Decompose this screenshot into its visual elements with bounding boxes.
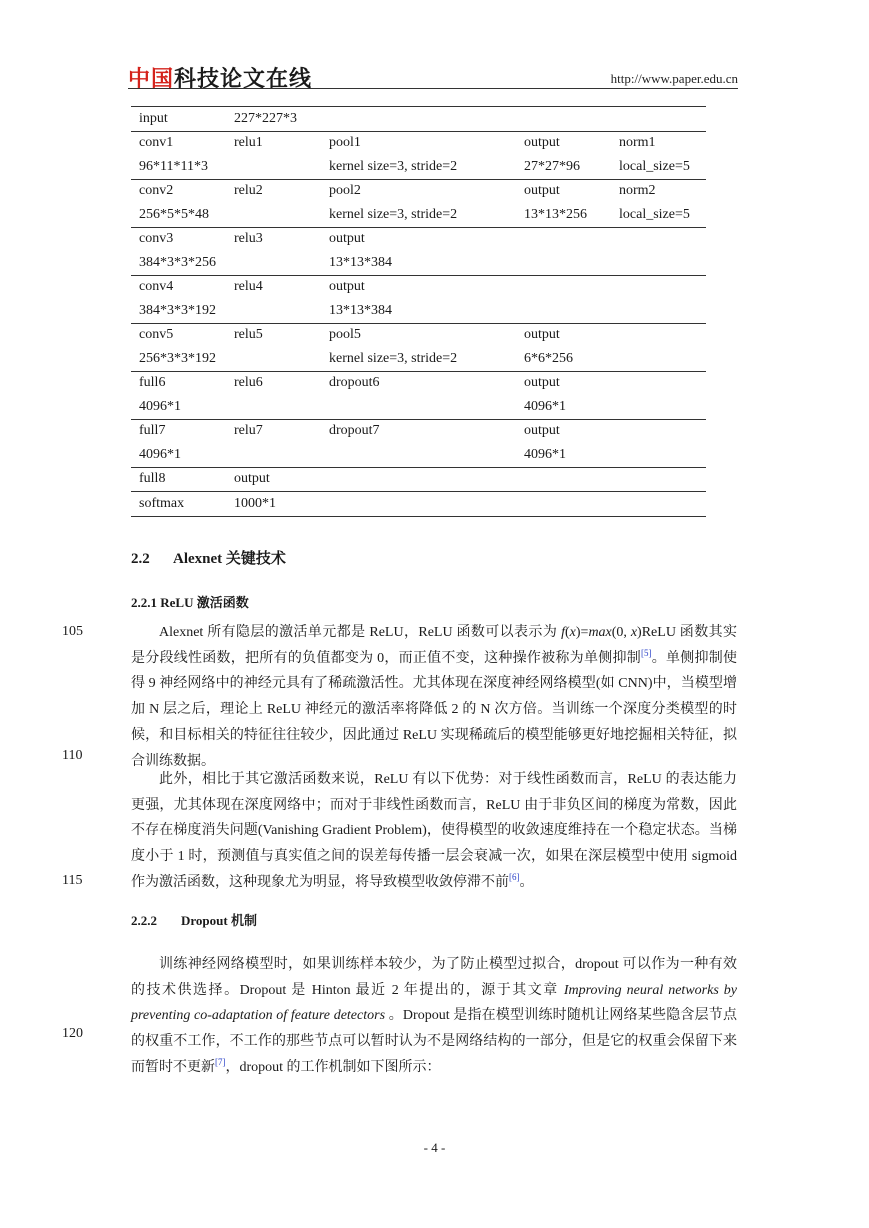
table-cell: norm2: [619, 183, 656, 199]
table-cell: conv1: [139, 135, 174, 151]
table-row: [131, 395, 706, 419]
table-row: [131, 371, 706, 395]
text-run: Alexnet 所有隐层的激活单元都是 ReLU，ReLU 函数可以表示为: [159, 625, 562, 640]
table-cell: output: [329, 279, 365, 295]
table-cell: 6*6*256: [524, 350, 573, 366]
table-cell: softmax: [139, 495, 185, 511]
table-cell: [611, 299, 706, 323]
math-x: x: [569, 625, 576, 640]
table-cell: full6: [139, 375, 166, 391]
table-cell: relu1: [234, 135, 263, 151]
citation-link[interactable]: [5]: [640, 647, 652, 658]
table-cell: 27*27*96: [524, 158, 580, 174]
paragraph-dropout: [131, 952, 737, 1081]
table-cell: output: [524, 423, 560, 439]
table-cell: 13*13*256: [524, 206, 587, 222]
table-cell: [611, 323, 706, 347]
table-cell: relu5: [234, 327, 263, 343]
text-run: )ReLU 函数其实是分段线性函数，把所有的负值都变为 0，而正值不变，这种操作被称为单侧抑制: [131, 625, 737, 666]
table-cell: 4096*1: [524, 398, 566, 414]
line-number: 105: [62, 624, 83, 639]
table-row: [131, 347, 706, 371]
table-cell: dropout7: [329, 423, 380, 439]
table-cell: [321, 467, 516, 492]
table-cell: norm1: [619, 135, 656, 151]
line-number: 120: [62, 1026, 83, 1041]
table-cell: output: [524, 327, 560, 343]
section-title: Alexnet 关键技术: [173, 551, 286, 567]
page-number: - 4 -: [423, 1140, 446, 1155]
text-run: ，dropout 的工作机制如下图所示：: [225, 1059, 441, 1075]
math-f: f: [561, 625, 565, 640]
table-cell: [516, 299, 611, 323]
table-cell: [226, 395, 321, 419]
table-cell: [611, 275, 706, 299]
table-cell: 96*11*11*3: [139, 158, 208, 174]
line-number: 115: [62, 873, 83, 888]
text-run: 。: [519, 874, 534, 890]
table-row: [131, 203, 706, 227]
text-run: 此外，相比于其它激活函数来说，ReLU 有以下优势：对于线性函数而言，ReLU 的表达能力更强，尤其体现在深度网络中；而对于非线性函数而言，ReLU 由于非负区间的梯度为常数，因此不存在梯度消失问题(Vanishing Gradient Problem)，使得模型的收敛速度维持在一个稳定状态。当梯度小于 1 时，预测值与真实值之间的误差每传播一层会衰减一次，如果在深层模型中使用 sigmoid 作为激活函数，这种现象尤为明显，将导致模型收敛停滞不前: [131, 772, 737, 890]
table-cell: 227*227*3: [234, 110, 297, 126]
table-cell: [611, 419, 706, 443]
table-cell: [611, 107, 706, 132]
table-cell: [516, 492, 611, 517]
table-cell: [226, 203, 321, 227]
table-cell: [321, 492, 516, 517]
text-run: 。单侧抑制使得 9 神经网络中的神经元具有了稀疏激活性。尤其体现在深度神经网络模型(如 CNN)中，当模型增加 N 层之后，理论上 ReLU 神经元的激活率将降低 2 的 N 次方倍。当训练一个深度分类模型的时候，和目标相关的特征往往较少，因此通过 ReLU 实现稀疏后的模型能够更好地挖掘相关特征，拟合训练数据。: [131, 650, 738, 769]
table-cell: 4096*1: [139, 446, 181, 462]
table-cell: output: [524, 183, 560, 199]
text-run: (0,: [611, 625, 631, 640]
section-number: 2.2: [131, 551, 150, 567]
table-cell: [516, 467, 611, 492]
table-cell: 384*3*3*256: [139, 254, 216, 270]
citation-link[interactable]: [6]: [509, 871, 520, 882]
section-2-2-2-heading: [131, 910, 257, 929]
section-2-2-heading: [131, 547, 286, 568]
paragraph-relu-advantages: [131, 767, 737, 896]
table-row: [131, 155, 706, 179]
text-run: (: [564, 625, 570, 640]
table-cell: output: [329, 231, 365, 247]
table-cell: conv4: [139, 279, 174, 295]
table-cell: relu2: [234, 183, 263, 199]
table-row: [131, 443, 706, 467]
table-cell: [611, 443, 706, 467]
table-cell: output: [234, 471, 270, 487]
table-cell: pool5: [329, 327, 361, 343]
table-cell: [321, 443, 516, 467]
table-cell: output: [524, 135, 560, 151]
table-row: [131, 107, 706, 132]
table-cell: kernel size=3, stride=2: [329, 206, 458, 222]
table-row: [131, 275, 706, 299]
table-cell: [321, 395, 516, 419]
table-row: [131, 227, 706, 251]
table-row: [131, 419, 706, 443]
table-row: [131, 492, 706, 517]
table-cell: local_size=5: [619, 206, 690, 222]
header-url[interactable]: http://www.paper.edu.cn: [610, 71, 738, 86]
table-cell: 256*3*3*192: [139, 350, 216, 366]
logo-part-2: 科技论文在线: [174, 67, 313, 92]
table-cell: input: [139, 110, 168, 126]
table-cell: [611, 347, 706, 371]
table-cell: full7: [139, 423, 166, 439]
table-cell: conv5: [139, 327, 174, 343]
table-cell: [611, 251, 706, 275]
table-cell: [226, 347, 321, 371]
paper-title-italic: Improving neural networks by preventing co-adaptation of feature detectors: [131, 982, 737, 1024]
table-cell: [226, 155, 321, 179]
table-cell: 256*5*5*48: [139, 206, 209, 222]
table-row: [131, 323, 706, 347]
logo-part-1: 中国: [128, 67, 175, 92]
text-run: 。Dropout 是指在模型训练时随机让网络某些隐含层节点的权重不工作，不工作的那些节点可以暂时认为不是网络结构的一部分，但是它的权重会保留下来而暂时不更新: [131, 1008, 737, 1075]
table-cell: [611, 371, 706, 395]
table-cell: relu3: [234, 231, 263, 247]
section-number: 2.2.2: [131, 913, 157, 928]
paragraph-relu-intro: [131, 620, 737, 774]
table-cell: [516, 227, 611, 251]
table-cell: [516, 251, 611, 275]
table-cell: conv2: [139, 183, 174, 199]
table-cell: [516, 275, 611, 299]
table-cell: [611, 227, 706, 251]
line-number: 110: [62, 748, 83, 763]
table-cell: relu6: [234, 375, 263, 391]
table-cell: kernel size=3, stride=2: [329, 158, 458, 174]
table-row: [131, 131, 706, 155]
header-rule: [128, 88, 738, 89]
text-run: )=: [575, 625, 589, 640]
table-row: [131, 251, 706, 275]
table-cell: pool1: [329, 135, 361, 151]
table-cell: kernel size=3, stride=2: [329, 350, 458, 366]
table-cell: relu4: [234, 279, 263, 295]
table-row: [131, 299, 706, 323]
table-cell: [226, 251, 321, 275]
table-cell: local_size=5: [619, 158, 690, 174]
math-max: max: [588, 625, 612, 640]
alexnet-architecture-table: [131, 106, 706, 517]
table-cell: dropout6: [329, 375, 380, 391]
section-title: Dropout 机制: [181, 913, 257, 928]
math-x: x: [630, 625, 638, 640]
table-cell: 4096*1: [139, 398, 181, 414]
table-cell: 1000*1: [234, 495, 276, 511]
table-cell: output: [524, 375, 560, 391]
table-cell: full8: [139, 471, 166, 487]
table-cell: [611, 395, 706, 419]
table-row: [131, 467, 706, 492]
table-cell: relu7: [234, 423, 263, 439]
citation-link[interactable]: [7]: [215, 1056, 226, 1067]
table-cell: [226, 443, 321, 467]
table-cell: 384*3*3*192: [139, 302, 216, 318]
section-2-2-1-heading: 2.2.1 ReLU 激活函数: [131, 595, 249, 610]
table-cell: [226, 299, 321, 323]
table-cell: 4096*1: [524, 446, 566, 462]
table-cell: pool2: [329, 183, 361, 199]
table-cell: [516, 107, 611, 132]
table-cell: conv3: [139, 231, 174, 247]
text-run: 训练神经网络模型时，如果训练样本较少，为了防止模型过拟合，dropout 可以作为一种有效的技术供选择。Dropout 是 Hinton 最近 2 年提出的，源于其文章: [131, 957, 737, 998]
table-cell: [611, 492, 706, 517]
table-cell: 13*13*384: [329, 254, 392, 270]
table-cell: [321, 107, 516, 132]
table-row: [131, 179, 706, 203]
table-cell: [611, 467, 706, 492]
table-cell: 13*13*384: [329, 302, 392, 318]
